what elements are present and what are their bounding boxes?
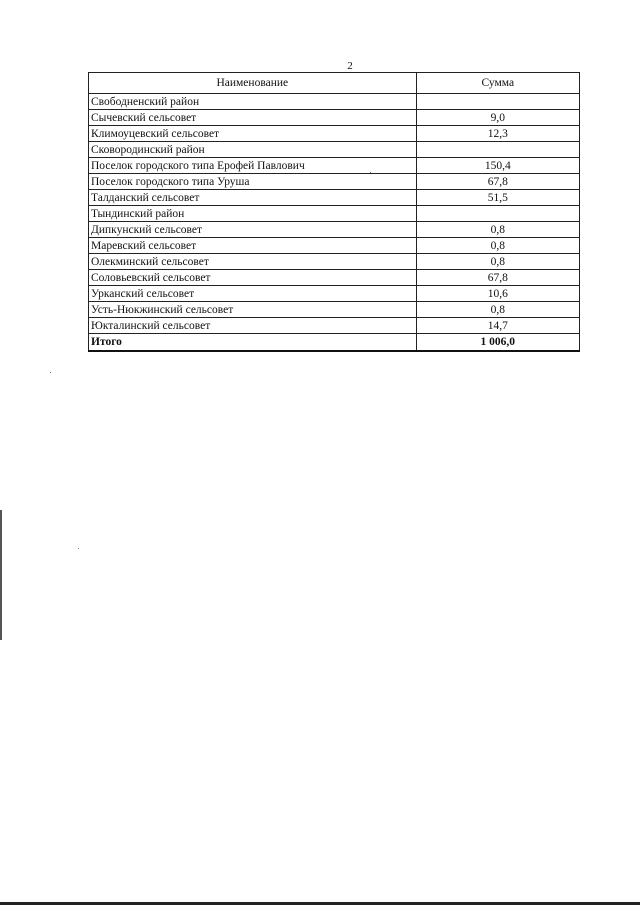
row-sum: 10,6: [416, 286, 579, 302]
scan-speck: [50, 372, 51, 373]
row-sum: 0,8: [416, 222, 579, 238]
row-sum: 0,8: [416, 254, 579, 270]
table-header-row: [89, 73, 580, 94]
page-number: 2: [347, 60, 353, 72]
table-row: [89, 206, 580, 222]
total-sum: 1 006,0: [416, 334, 579, 352]
row-name: Сычевский сельсовет: [89, 110, 417, 126]
table-row: [89, 142, 580, 158]
scan-speck: [78, 548, 79, 549]
row-sum: 67,8: [416, 174, 579, 190]
row-sum: 14,7: [416, 318, 579, 334]
table-row: [89, 126, 580, 142]
row-sum: [416, 94, 579, 110]
header-name: Наименование: [89, 73, 417, 94]
scan-speck: [370, 172, 371, 173]
row-name: Поселок городского типа Ерофей Павлович: [89, 158, 417, 174]
row-name: Климоуцевский сельсовет: [89, 126, 417, 142]
row-name: Усть-Нюкжинский сельсовет: [89, 302, 417, 318]
row-sum: 67,8: [416, 270, 579, 286]
scan-edge-mark: [0, 510, 2, 640]
row-name: Олекминский сельсовет: [89, 254, 417, 270]
table-row: [89, 110, 580, 126]
total-row: [89, 334, 580, 352]
table-row: [89, 254, 580, 270]
allocation-table: [88, 72, 580, 352]
row-sum: [416, 142, 579, 158]
row-name: Свободненский район: [89, 94, 417, 110]
row-sum: 0,8: [416, 238, 579, 254]
table-row: [89, 302, 580, 318]
row-sum: 12,3: [416, 126, 579, 142]
header-sum: Сумма: [416, 73, 579, 94]
row-sum: 150,4: [416, 158, 579, 174]
table-row: [89, 270, 580, 286]
row-name: Поселок городского типа Уруша: [89, 174, 417, 190]
row-name: Тындинский район: [89, 206, 417, 222]
row-name: Урканский сельсовет: [89, 286, 417, 302]
table-row: [89, 286, 580, 302]
row-sum: 9,0: [416, 110, 579, 126]
row-name: Талданский сельсовет: [89, 190, 417, 206]
row-sum: 51,5: [416, 190, 579, 206]
row-name: Юкталинский сельсовет: [89, 318, 417, 334]
table-row: [89, 318, 580, 334]
table-row: [89, 174, 580, 190]
table-row: [89, 222, 580, 238]
row-name: Маревский сельсовет: [89, 238, 417, 254]
row-name: Соловьевский сельсовет: [89, 270, 417, 286]
table-row: [89, 158, 580, 174]
table-row: [89, 94, 580, 110]
row-sum: [416, 206, 579, 222]
row-name: Дипкунский сельсовет: [89, 222, 417, 238]
row-name: Сковородинский район: [89, 142, 417, 158]
table-row: [89, 238, 580, 254]
total-label: Итого: [89, 334, 417, 352]
row-sum: 0,8: [416, 302, 579, 318]
table-row: [89, 190, 580, 206]
